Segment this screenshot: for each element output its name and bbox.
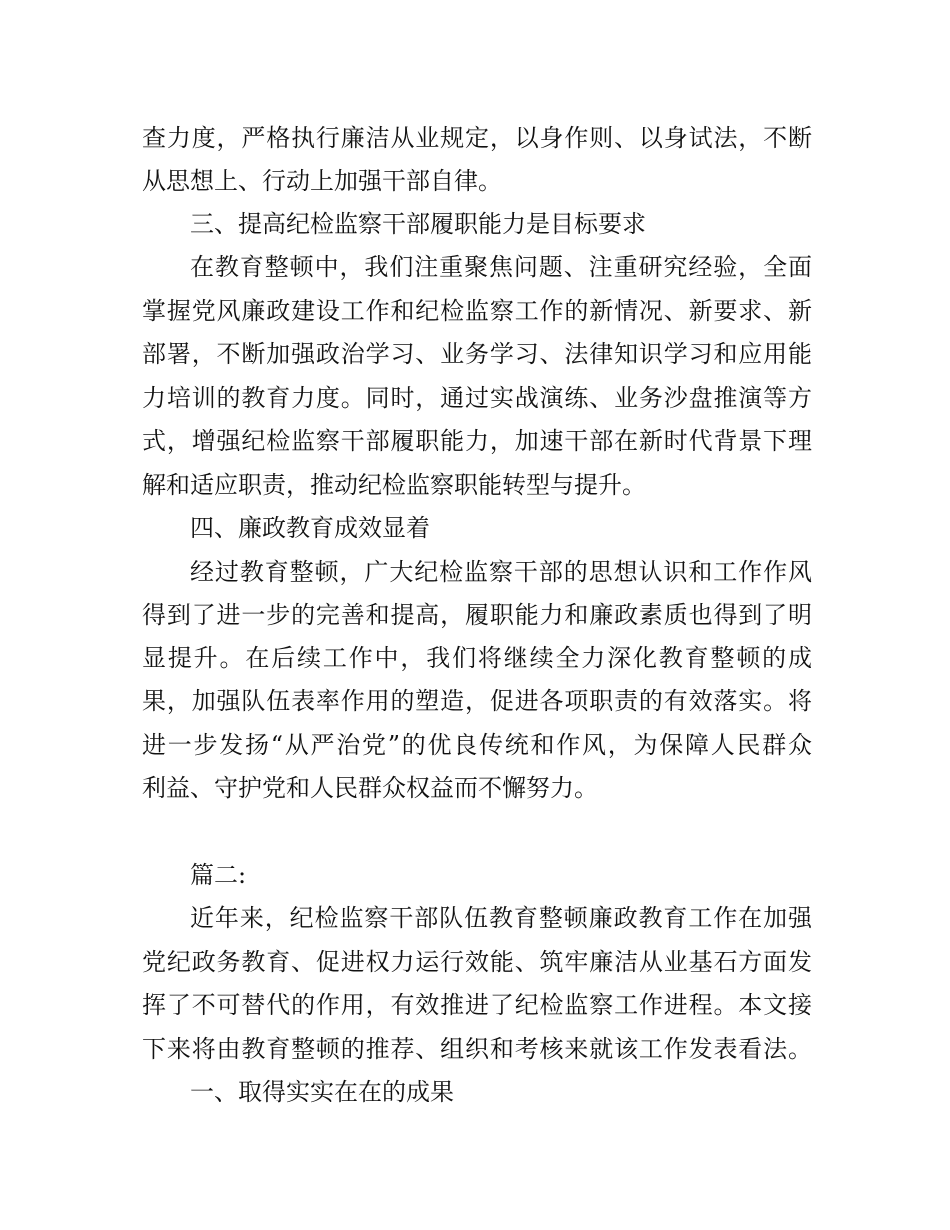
article-label: 篇二: — [190, 861, 247, 889]
paragraph-line: 在教育整顿中，我们注重聚焦问题、注重研究经验，全面 — [190, 253, 812, 281]
paragraph-line: 从思想上、行动上加强干部自律。 — [142, 167, 502, 195]
paragraph-line: 解和适应职责，推动纪检监察职能转型与提升。 — [142, 471, 646, 499]
paragraph-line: 式，增强纪检监察干部履职能力，加速干部在新时代背景下理 — [142, 427, 812, 455]
section-heading: 三、提高纪检监察干部履职能力是目标要求 — [190, 210, 646, 238]
paragraph-line: 显提升。在后续工作中，我们将继续全力深化教育整顿的成 — [142, 644, 812, 672]
paragraph-line: 部署，不断加强政治学习、业务学习、法律知识学习和应用能 — [142, 340, 812, 368]
paragraph-line: 党纪政务教育、促进权力运行效能、筑牢廉洁从业基石方面发 — [142, 948, 812, 976]
paragraph-line: 查力度，严格执行廉洁从业规定，以身作则、以身试法，不断 — [142, 124, 812, 152]
paragraph-line: 得到了进一步的完善和提高，履职能力和廉政素质也得到了明 — [142, 601, 812, 629]
paragraph-line: 挥了不可替代的作用，有效推进了纪检监察工作进程。本文接 — [142, 991, 812, 1019]
paragraph-line: 果，加强队伍表率作用的塑造，促进各项职责的有效落实。将 — [142, 687, 812, 715]
paragraph-line: 力培训的教育力度。同时，通过实战演练、业务沙盘推演等方 — [142, 384, 812, 412]
paragraph-line: 经过教育整顿，广大纪检监察干部的思想认识和工作作风 — [190, 558, 812, 586]
paragraph-line: 下来将由教育整顿的推荐、组织和考核来就该工作发表看法。 — [142, 1035, 812, 1063]
paragraph-line: 进一步发扬“从严治党”的优良传统和作风，为保障人民群众 — [142, 731, 812, 759]
paragraph-line: 近年来，纪检监察干部队伍教育整顿廉政教育工作在加强 — [190, 904, 812, 932]
paragraph-line: 掌握党风廉政建设工作和纪检监察工作的新情况、新要求、新 — [142, 297, 812, 325]
paragraph-line: 利益、守护党和人民群众权益而不懈努力。 — [142, 774, 598, 802]
section-heading: 一、取得实实在在的成果 — [190, 1078, 454, 1106]
section-heading: 四、廉政教育成效显着 — [190, 514, 430, 542]
